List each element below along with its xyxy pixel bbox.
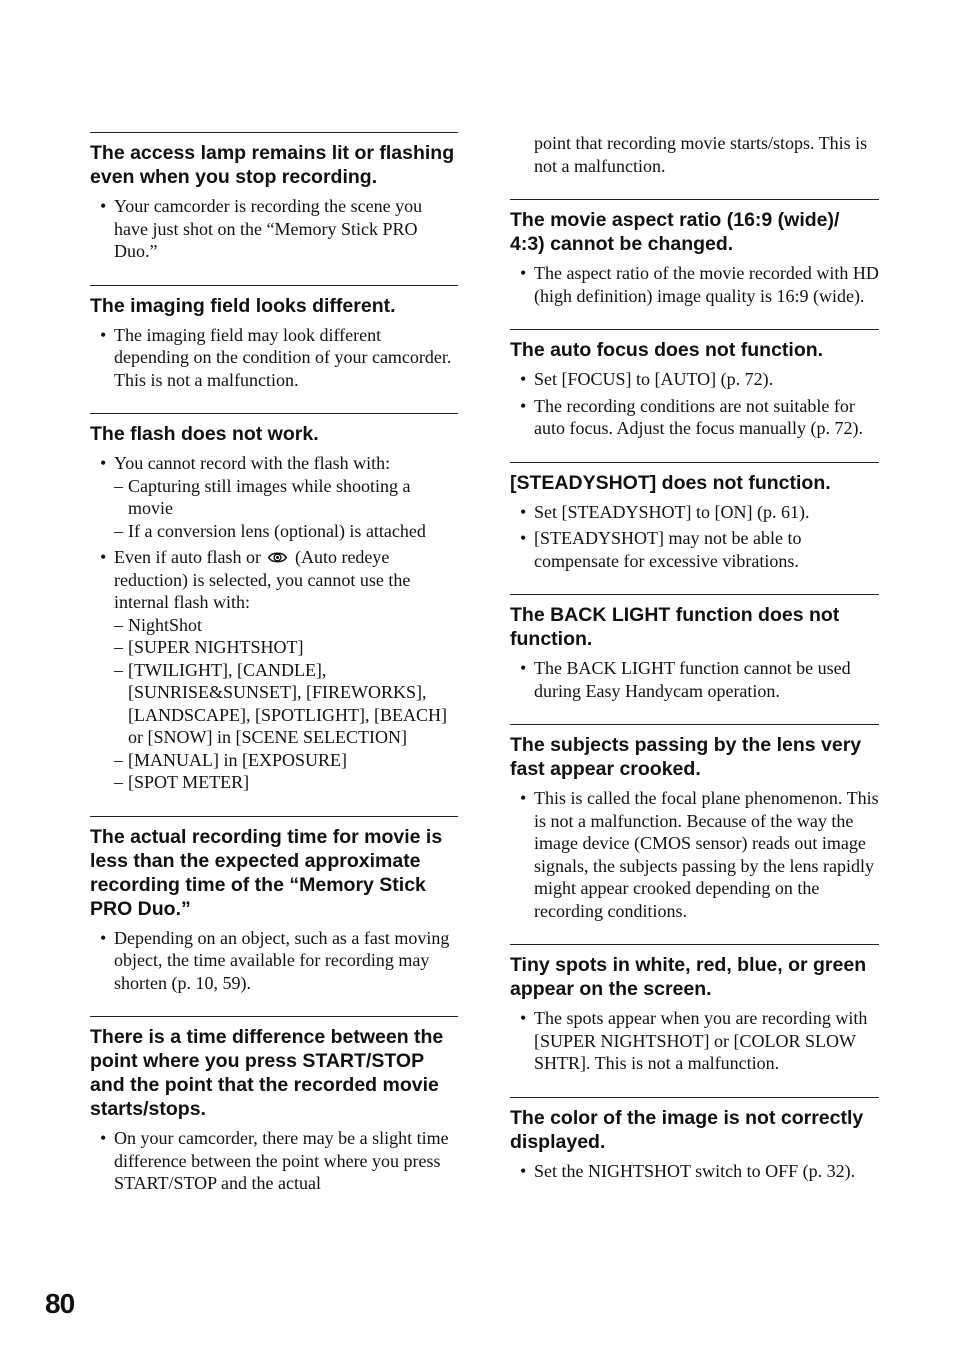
section-flash (90, 413, 458, 794)
section-steadyshot (510, 462, 879, 573)
page-number: 80 (45, 1288, 75, 1319)
bullet-item (90, 452, 458, 542)
dash-item: – Capturing still images while shooting a movie (114, 475, 458, 520)
section-heading: The auto focus does not function. (510, 339, 824, 361)
section-heading: The access lamp remains lit or flashing even when you stop recording. (90, 142, 455, 188)
bullet-text: Even if auto flash or (114, 547, 261, 567)
bullet-item: • Depending on an object, such as a fast moving object, the time available for recording may shorten (p. 10, 59). (90, 927, 458, 995)
dash-item: – NightShot (114, 614, 458, 637)
section-aspect-ratio (510, 199, 879, 307)
section-heading: The movie aspect ratio (16:9 (wide)/ 4:3) cannot be changed. (510, 209, 840, 255)
bullet-item: • The BACK LIGHT function cannot be used during Easy Handycam operation. (510, 657, 879, 702)
section-heading: There is a time difference between the point where you press START/STOP and the point that the recorded movie starts/stops. (90, 1026, 444, 1120)
bullet-text: (Auto redeye reduction) is selected, you cannot use the internal flash with: (114, 547, 411, 612)
section-heading: Tiny spots in white, red, blue, or green appear on the screen. (510, 954, 867, 1000)
bullet-item: • [STEADYSHOT] may not be able to compensate for excessive vibrations. (510, 527, 879, 572)
dash-item: – If a conversion lens (optional) is attached (114, 520, 458, 543)
bullet-text: You cannot record with the flash with: (114, 453, 391, 473)
section-heading: The actual recording time for movie is less than the expected approximate recording time of the “Memory Stick PRO Duo.” (90, 825, 443, 920)
section-time-difference (90, 1016, 458, 1195)
bullet-item: • The recording conditions are not suitable for auto focus. Adjust the focus manually (p. 72). (510, 395, 879, 440)
bullet-item: • The aspect ratio of the movie recorded with HD (high definition) image quality is 16:9 (wide). (510, 262, 879, 307)
section-crooked-subjects (510, 724, 879, 922)
bullet-item: • Set the NIGHTSHOT switch to OFF (p. 32). (510, 1160, 879, 1183)
section-heading: The subjects passing by the lens very fast appear crooked. (510, 734, 862, 780)
left-column (90, 132, 458, 1217)
bullet-item: • The spots appear when you are recording with [SUPER NIGHTSHOT] or [COLOR SLOW SHTR]. This is not a malfunction. (510, 1007, 879, 1075)
section-access-lamp (90, 132, 458, 263)
bullet-item: • On your camcorder, there may be a slight time difference between the point where you press START/STOP and the actual (90, 1127, 458, 1195)
section-auto-focus (510, 329, 879, 440)
dash-item: – [SPOT METER] (114, 771, 458, 794)
section-imaging-field (90, 285, 458, 392)
bullet-item: • This is called the focal plane phenomenon. This is not a malfunction. Because of the way the image device (CMOS sensor) reads out image signals, the subjects passing by the lens rapidly might appear crooked depending on the recording conditions. (510, 787, 879, 922)
bullet-item: • Your camcorder is recording the scene you have just shot on the “Memory Stick PRO Duo.” (90, 195, 458, 263)
bullet-item: • Set [STEADYSHOT] to [ON] (p. 61). (510, 501, 879, 524)
section-recording-time (90, 816, 458, 995)
right-column (510, 132, 879, 1204)
bullet-item: • Set [FOCUS] to [AUTO] (p. 72). (510, 368, 879, 391)
red-eye-icon (267, 550, 288, 565)
section-image-color (510, 1097, 879, 1183)
bullet-item: • The imaging field may look different depending on the condition of your camcorder. This is not a malfunction. (90, 324, 458, 392)
section-heading: The flash does not work. (90, 423, 319, 445)
continued-text: point that recording movie starts/stops. This is not a malfunction. (534, 133, 868, 176)
dash-item: – [SUPER NIGHTSHOT] (114, 636, 458, 659)
section-tiny-spots (510, 944, 879, 1075)
section-heading: [STEADYSHOT] does not function. (510, 471, 831, 494)
dash-item: – [MANUAL] in [EXPOSURE] (114, 749, 458, 772)
section-heading: The BACK LIGHT function does not function. (510, 604, 840, 650)
section-heading: The color of the image is not correctly displayed. (510, 1106, 864, 1153)
section-continuation (510, 132, 879, 177)
dash-item: – [TWILIGHT], [CANDLE], [SUNRISE&SUNSET], [FIREWORKS], [LANDSCAPE], [SPOTLIGHT], [BEACH] or [SNOW] in [SCENE SELECTION] (114, 659, 458, 749)
section-back-light (510, 594, 879, 702)
bullet-item (90, 546, 458, 794)
section-heading: The imaging field looks different. (90, 294, 396, 317)
